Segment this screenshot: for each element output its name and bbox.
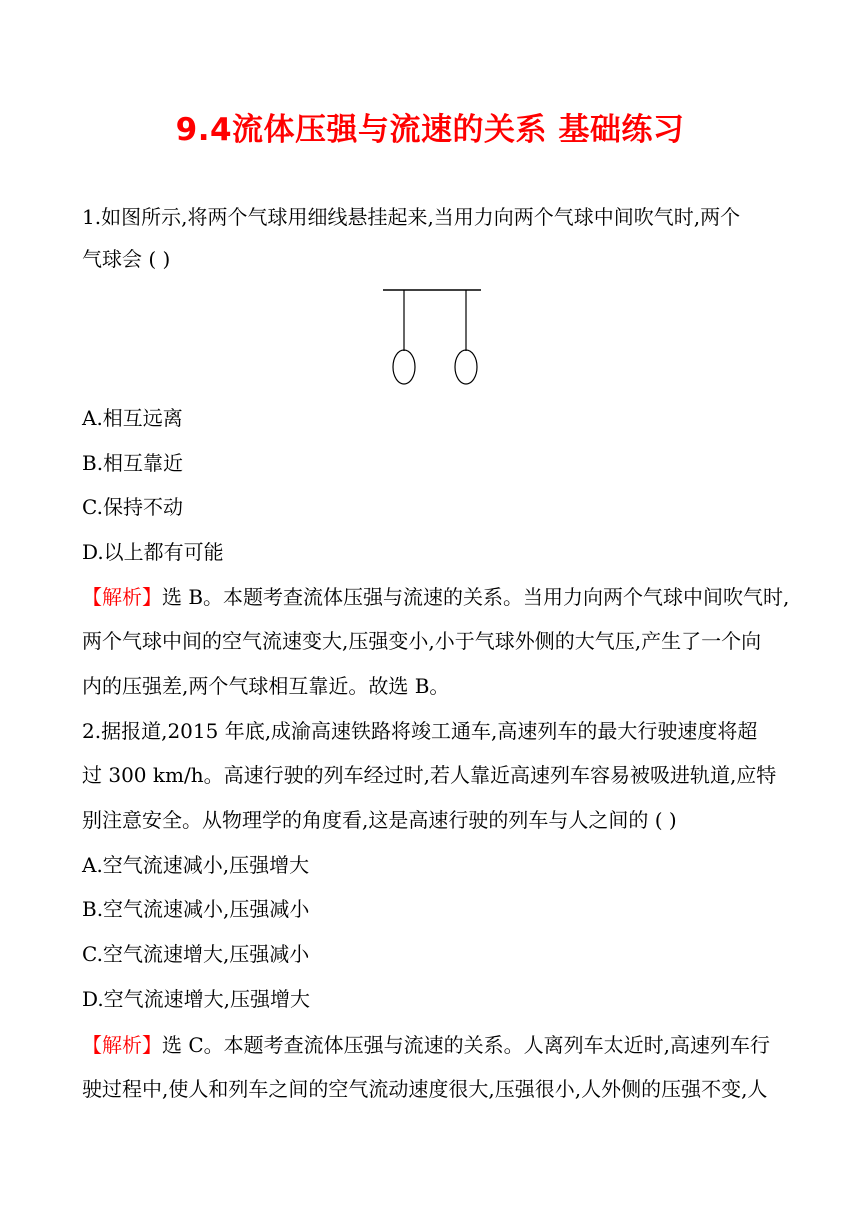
left-balloon: [393, 350, 415, 384]
q2-stem-line-2: 过 300 km/h。高速行驶的列车经过时,若人靠近高速列车容易被吸进轨道,应特: [82, 763, 777, 787]
q2-option-d: D.空气流速增大,压强增大: [82, 987, 311, 1011]
q1-option-c: C.保持不动: [82, 495, 183, 519]
q1-analysis-line-1: [82, 582, 789, 612]
q1-analysis-tag: 【解析】: [82, 585, 162, 609]
q1-analysis-text-1: 选 B。本题考查流体压强与流速的关系。当用力向两个气球中间吹气时,: [162, 585, 790, 609]
q2-option-c: C.空气流速增大,压强减小: [82, 942, 310, 966]
q1-stem-line-1: 1.如图所示,将两个气球用细线悬挂起来,当用力向两个气球中间吹气时,两个: [82, 205, 741, 229]
q1-analysis-line-2: 两个气球中间的空气流速变大,压强变小,小于气球外侧的大气压,产生了一个向: [82, 629, 762, 653]
right-balloon: [455, 350, 477, 384]
q2-analysis-line-1: [82, 1030, 770, 1060]
q2-analysis-text-1: 选 C。本题考查流体压强与流速的关系。人离列车太近时,高速列车行: [162, 1033, 771, 1057]
q1-option-b: B.相互靠近: [82, 451, 184, 475]
q2-analysis-line-2: 驶过程中,使人和列车之间的空气流动速度很大,压强很小,人外侧的压强不变,人: [82, 1077, 768, 1101]
q2-stem-line-1: 2.据报道,2015 年底,成渝高速铁路将竣工通车,高速列车的最大行驶速度将超: [82, 719, 758, 743]
q1-stem-line-2: 气球会 ( ): [82, 247, 171, 271]
q2-stem-line-3: 别注意安全。从物理学的角度看,这是高速行驶的列车与人之间的 ( ): [82, 808, 677, 832]
q2-option-a: A.空气流速减小,压强增大: [82, 853, 310, 877]
q1-option-a: A.相互远离: [82, 406, 183, 430]
page-title: 9.4流体压强与流速的关系 基础练习: [175, 112, 685, 148]
q1-analysis-line-3: 内的压强差,两个气球相互靠近。故选 B。: [82, 674, 450, 698]
q2-option-b: B.空气流速减小,压强减小: [82, 897, 310, 921]
q1-option-d: D.以上都有可能: [82, 540, 224, 564]
q2-analysis-tag: 【解析】: [82, 1033, 162, 1057]
hanging-balloons-figure: [382, 285, 484, 389]
